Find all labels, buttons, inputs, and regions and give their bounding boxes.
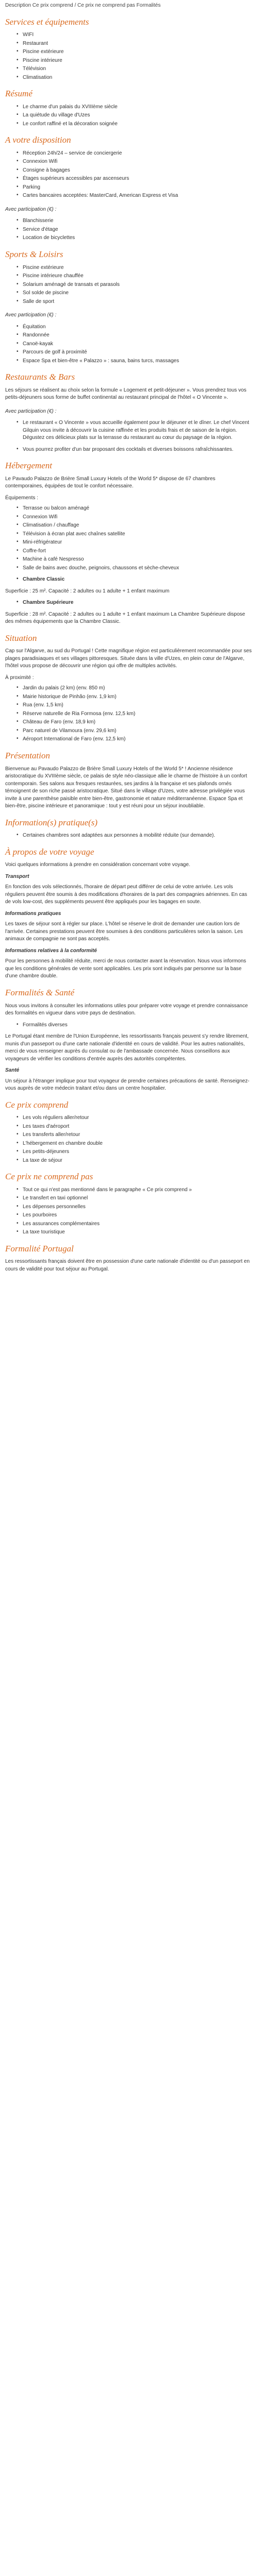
list-item: • Étages supérieurs accessibles par ascenseurs [17, 175, 253, 183]
list-item: • Piscine intérieure [17, 57, 253, 65]
list-item: • Télévision [17, 65, 253, 73]
list-item: • Piscine extérieure [17, 48, 253, 56]
list-item: • Réception 24h/24 – service de conciergerie [17, 150, 253, 158]
equipements-list [5, 505, 253, 572]
list-item: • Sol solde de piscine [17, 290, 253, 297]
list-item: • Climatisation / chauffage [17, 522, 253, 530]
room-name: • Chambre Classic [17, 576, 253, 584]
services-list [5, 31, 253, 81]
situation-list [5, 685, 253, 743]
list-item: • Solarium aménagé de transats et parasols [17, 281, 253, 289]
list-item: • Connexion Wifi [17, 158, 253, 166]
list-item: • Les dépenses personnelles [17, 1204, 253, 1211]
participation-label-2: Avec participation (€) : [5, 312, 57, 318]
list-item: • Le transfert en taxi optionnel [17, 1195, 253, 1202]
section-title-exclus: Ce prix ne comprend pas [5, 1172, 93, 1182]
situation-sub: À proximité : [5, 674, 34, 681]
formalites-notes: Le Portugal étant membre de l'Union Européenne, les ressortissants français peuvent s'y rendre librement, munis d'un passeport ou d'une carte nationale d'identité en cours de validité. Pour les autres nationalités, merci de vous renseigner auprès du consulat ou de l'ambassade concernée. Nous conseillons aux voyageurs de vérifier les conditions d'entrée auprès des autorités compétentes. [5, 1033, 249, 1062]
sante-title: Santé [5, 1067, 20, 1074]
list-item: • Les pourboires [17, 1212, 253, 1219]
list-item: • Parc naturel de Vilamoura (env. 29,6 km) [17, 727, 253, 735]
list-item: • Terrasse ou balcon aménagé [17, 505, 253, 513]
list-item: • Aéroport International de Faro (env. 12,5 km) [17, 736, 253, 743]
section-title-information: Information(s) pratique(s) [5, 817, 98, 827]
section-title-resume: Résumé [5, 89, 33, 99]
list-item: • Location de bicyclettes [17, 234, 253, 242]
room2-list [5, 599, 253, 607]
room2-desc: Superficie : 28 m². Capacité : 2 adultes ou 1 adulte + 1 enfant maximum La Chambre Supérieure dispose des mêmes équipements que la Chambre Classic. [5, 611, 245, 625]
list-item: • Randonnée [17, 332, 253, 340]
section-title-hebergement: Hébergement [5, 461, 52, 471]
list-item: • Connexion Wifi [17, 514, 253, 521]
list-item: • Consigne à bagages [17, 167, 253, 175]
list-item: • Le restaurant « O Vincente » vous accueille également pour le déjeuner et le dîner. Le chef Vincent Gilquin vous invite à découvrir la cuisine raffinée et les produits frais et de saison de la région. Dégustez ces délicieux plats sur la terrasse du restaurant au cœur du paysage de la région. [17, 419, 253, 442]
list-item: • Piscine extérieure [17, 264, 253, 272]
formalites-list [5, 1022, 253, 1029]
room1-list [5, 576, 253, 584]
list-item: • Cartes bancaires acceptées: MasterCard, American Express et Visa [17, 192, 253, 200]
room-name: • Chambre Supérieure [17, 599, 253, 607]
exclus-list [5, 1187, 253, 1236]
participation-list-3 [5, 419, 253, 453]
participation-list-2 [5, 324, 253, 365]
section-title-situation: Situation [5, 633, 37, 643]
section-title-formalite-portugal: Formalité Portugal [5, 1243, 74, 1253]
list-item: • Mini-réfrigérateur [17, 539, 253, 547]
list-item: • Jardin du palais (2 km) (env. 850 m) [17, 685, 253, 692]
section-title-sports: Sports & Loisirs [5, 249, 63, 259]
list-item: • Salle de bains avec douche, peignoirs, chaussons et sèche-cheveux [17, 565, 253, 572]
page [0, 0, 258, 1287]
formalite-portugal-text: Les ressortissants français doivent être en possession d'une carte nationale d'identité ou d'un passeport en cours de validité pour tout séjour au Portugal. [5, 1259, 250, 1272]
conformite-title: Informations relatives à la conformité [5, 947, 97, 954]
list-item: • Réserve naturelle de Ria Formosa (env. 12,5 km) [17, 710, 253, 718]
list-item: • Les taxes d'aéroport [17, 1123, 253, 1131]
restaurants-intro: Les séjours se réalisent au choix selon la formule « Logement et petit-déjeuner ». Vous prendrez tous vos petits-déjeuners sous forme de buffet continental au restaurant principal de l'hôtel « O Vincente ». [5, 387, 247, 401]
list-item: • La taxe touristique [17, 1229, 253, 1236]
sports-list [5, 264, 253, 306]
apropos-text: Voici quelques informations à prendre en considération concernant votre voyage. [5, 862, 190, 868]
list-item: • Mairie historique de Pinhão (env. 1,9 km) [17, 693, 253, 701]
sante-text: Un séjour à l'étranger implique pour tout voyageur de prendre certaines précautions de santé. Renseignez-vous auprès de votre médecin traitant et/ou dans un centre hospitalier. [5, 1078, 250, 1092]
information-list [5, 832, 253, 840]
formalites-text: Nous vous invitons à consulter les informations utiles pour préparer votre voyage et prendre connaissance des formalités en vigueur dans votre pays de destination. [5, 1003, 248, 1016]
list-item: • Équitation [17, 324, 253, 331]
disposition-list [5, 150, 253, 200]
list-item: • Machine à café Nespresso [17, 556, 253, 564]
list-item: • Tout ce qui n'est pas mentionné dans le paragraphe « Ce prix comprend » [17, 1187, 253, 1194]
list-item: • Vous pourrez profiter d'un bar proposant des cocktails et diverses boissons rafraîchissantes. [17, 446, 253, 454]
list-item: • Climatisation [17, 74, 253, 82]
list-item: • La taxe de séjour [17, 1157, 253, 1165]
list-item: • Le charme d'un palais du XVIIIème siècle [17, 104, 253, 111]
list-item: • Les transferts aller/retour [17, 1131, 253, 1139]
page-intro: Description Ce prix comprend / Ce prix ne comprend pas Formalités [5, 3, 161, 8]
list-item: • Parcours de golf à proximité [17, 349, 253, 357]
list-item: • Rua (env. 1,5 km) [17, 702, 253, 709]
list-item: • Canoë-kayak [17, 341, 253, 348]
list-item: • L'hébergement en chambre double [17, 1140, 253, 1148]
list-item: • Blanchisserie [17, 217, 253, 225]
list-item: • Restaurant [17, 40, 253, 48]
equipements-label: Équipements : [5, 495, 38, 501]
section-title-apropos: À propos de votre voyage [5, 846, 94, 857]
list-item: • La quiétude du village d'Uzes [17, 112, 253, 120]
presentation-text: Bienvenue au Pavaudo Palazzo de Brière Small Luxury Hotels of the World 5* ! Ancienne résidence aristocratique du XVIIIème siècle, ce palais de style néo-classique allie le charme de l'histoire à un confort contemporain. Ses salons aux fresques restaurées, ses jardins à la française et ses plafonds ornés témoignent de son riche passé aristocratique. Situé dans le village d'Uzes, votre adresse privilégiée vous invite à une parenthèse paisible entre bien-être, gastronomie et nature méditerranéenne. Espace Spa et bien-être, piscine intérieure et panoramique : tout y est réuni pour un séjour inoubliable. [5, 766, 247, 809]
list-item: • Les assurances complémentaires [17, 1221, 253, 1228]
transport-title: Transport [5, 873, 29, 879]
list-item: • WIFI [17, 31, 253, 39]
resume-list [5, 104, 253, 128]
list-item: • Certaines chambres sont adaptées aux personnes à mobilité réduite (sur demande). [17, 832, 253, 840]
section-title-disposition: A votre disposition [5, 135, 71, 145]
list-item: • Espace Spa et bien-être « Palazzo » : sauna, bains turcs, massages [17, 358, 253, 365]
section-title-inclus: Ce prix comprend [5, 1099, 69, 1110]
list-item: • Le confort raffiné et la décoration soignée [17, 121, 253, 128]
situation-text: Cap sur l'Algarve, au sud du Portugal ! Cette magnifique région est particulièrement recommandée pour ses plages paradisiaques et ses villages pittoresques. Située dans la ville d'Uzes, en plein cœur de l'Algarve, l'hôtel vous propose de découvrir une région qui offre de multiples activités. [5, 648, 252, 669]
list-item: • Coffre-fort [17, 548, 253, 555]
section-title-formalites: Formalités & Santé [5, 987, 75, 997]
room1-desc: Superficie : 25 m². Capacité : 2 adultes ou 1 adulte + 1 enfant maximum [5, 588, 170, 594]
pratique-text: Les taxes de séjour sont à régler sur place. L'hôtel se réserve le droit de demander une caution lors de l'arrivée. Certaines prestations peuvent être soumises à des conditions particulières selon la saison. Les animaux de compagnie ne sont pas acceptés. [5, 921, 243, 942]
participation-label-1: Avec participation (€) : [5, 206, 57, 212]
list-item: • Télévision à écran plat avec chaînes satellite [17, 531, 253, 538]
section-title-presentation: Présentation [5, 750, 50, 760]
participation-list-1 [5, 217, 253, 242]
inclus-list [5, 1114, 253, 1164]
conformite-text: Pour les personnes à mobilité réduite, merci de nous contacter avant la réservation. Nous vous informons que les conditions générales de vente sont applicables. Les prix sont indiqués par personne sur la base d'une chambre double. [5, 958, 246, 979]
section-title-services: Services et équipements [5, 16, 89, 27]
list-item: • Les petits-déjeuners [17, 1148, 253, 1156]
transport-text: En fonction des vols sélectionnés, l'horaire de départ peut différer de celui de votre arrivée. Les vols réguliers peuvent être soumis à des modifications d'horaires de la part des compagnies aériennes. En cas de vols low-cost, des suppléments peuvent être appliqués pour les bagages en soute. [5, 884, 247, 905]
list-item: • Les vols réguliers aller/retour [17, 1114, 253, 1122]
list-item: • Service d'étage [17, 226, 253, 234]
list-item: • Piscine intérieure chauffée [17, 273, 253, 280]
list-item: • Salle de sport [17, 298, 253, 306]
section-title-restaurants: Restaurants & Bars [5, 372, 75, 382]
hebergement-intro: Le Pavaudo Palazzo de Brière Small Luxury Hotels of the World 5* dispose de 67 chambres contemporaines, équipées de tout le confort nécessaire. [5, 476, 216, 489]
list-item: • Château de Faro (env. 18,9 km) [17, 719, 253, 726]
pratique-title: Informations pratiques [5, 910, 61, 917]
list-item: • Parking [17, 184, 253, 192]
list-item: • Formalités diverses [17, 1022, 253, 1029]
participation-label-3: Avec participation (€) : [5, 408, 57, 414]
